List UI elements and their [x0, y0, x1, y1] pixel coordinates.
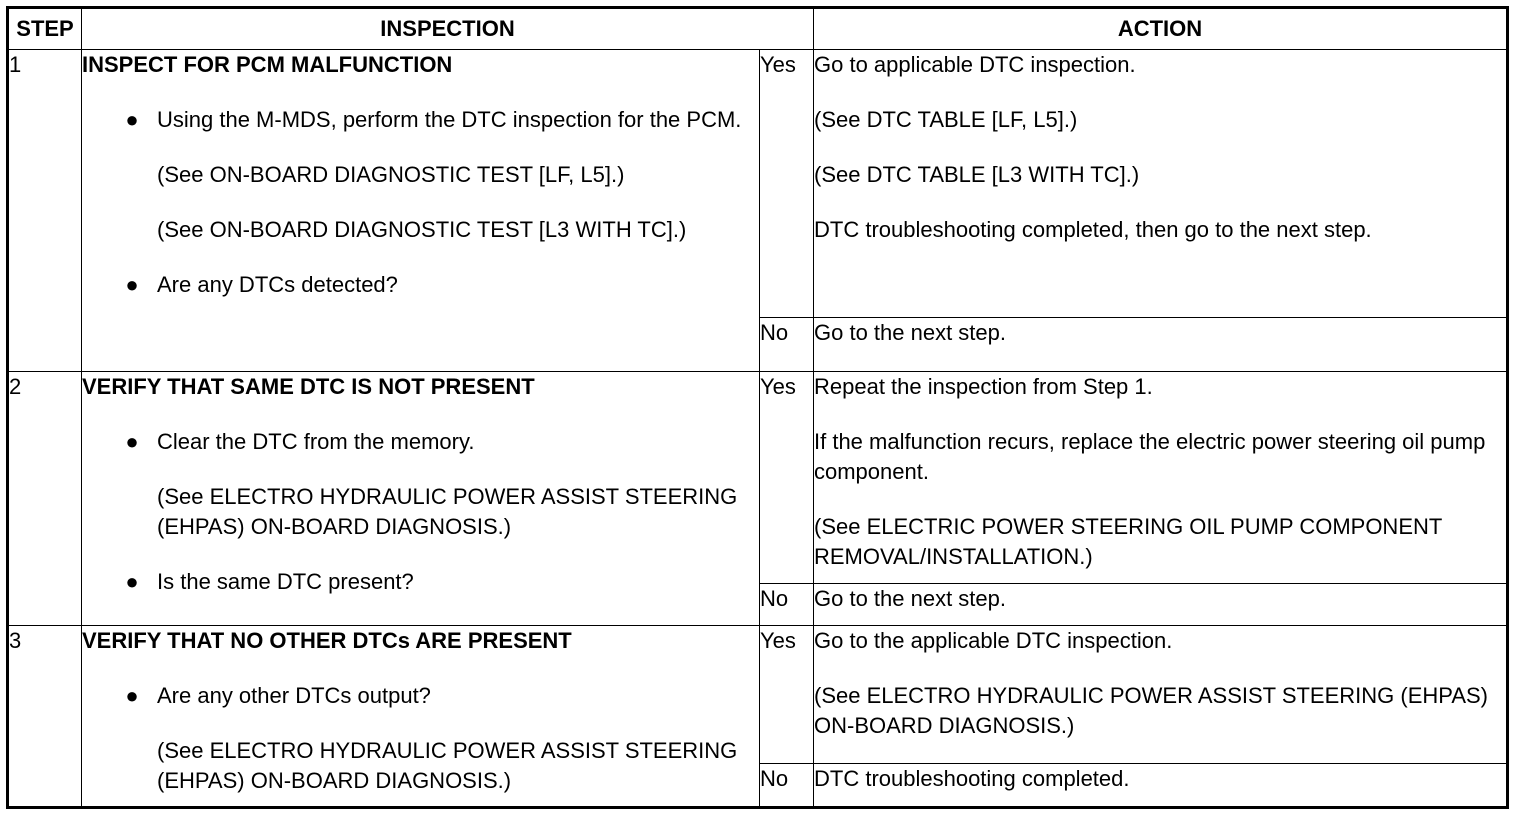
- step-2-number: 2: [8, 372, 82, 626]
- step-3-yes-action-1: Go to the applicable DTC inspection.: [814, 628, 1173, 653]
- step-1-yes-action-2: (See DTC TABLE [LF, L5].): [814, 107, 1078, 132]
- bullet-icon: ●: [125, 683, 139, 708]
- step-1-yes-action: [814, 50, 1508, 318]
- step-2-yes-action: [814, 372, 1508, 584]
- step-1-yes-row: [8, 50, 1508, 318]
- step-1-bullet-2-text: Are any DTCs detected?: [157, 272, 398, 297]
- step-1-inspection: [82, 50, 760, 372]
- step-2-yes-row: [8, 372, 1508, 584]
- diagnostic-table: [6, 6, 1509, 809]
- step-3-yes-action: [814, 626, 1508, 764]
- step-3-no-action-1: DTC troubleshooting completed.: [814, 766, 1130, 791]
- step-2-no-action-1: Go to the next step.: [814, 586, 1007, 611]
- header-row: [8, 8, 1508, 50]
- step-3-no-action: [814, 764, 1508, 808]
- step-1-no-action-1: Go to the next step.: [814, 320, 1007, 345]
- step-2-bullet-1: [82, 427, 759, 457]
- step-2-ref-1: (See ELECTRO HYDRAULIC POWER ASSIST STEERING (EHPAS) ON-BOARD DIAGNOSIS.): [157, 484, 738, 539]
- step-2-bullet-2-text: Is the same DTC present?: [157, 569, 414, 594]
- step-1-no-action: [814, 318, 1508, 372]
- bullet-icon: ●: [125, 107, 139, 132]
- step-1-bullet-1-text: Using the M-MDS, perform the DTC inspection for the PCM.: [157, 107, 742, 132]
- step-2-yes-action-3: (See ELECTRIC POWER STEERING OIL PUMP COMPONENT REMOVAL/INSTALLATION.): [814, 514, 1442, 569]
- step-2-bullet-2: [82, 567, 759, 597]
- bullet-icon: ●: [125, 272, 139, 297]
- step-3-yes-action-2: (See ELECTRO HYDRAULIC POWER ASSIST STEERING (EHPAS) ON-BOARD DIAGNOSIS.): [814, 683, 1488, 738]
- step-3-ref-1: (See ELECTRO HYDRAULIC POWER ASSIST STEERING (EHPAS) ON-BOARD DIAGNOSIS.): [157, 738, 738, 793]
- step-3-inspection: [82, 626, 760, 808]
- step-1-ref-1: (See ON-BOARD DIAGNOSTIC TEST [LF, L5].): [157, 162, 625, 187]
- step-2-yes-action-1: Repeat the inspection from Step 1.: [814, 374, 1153, 399]
- step-1-yes-action-3: (See DTC TABLE [L3 WITH TC].): [814, 162, 1140, 187]
- step-1-yes-label: Yes: [760, 50, 814, 318]
- step-2-yes-label: Yes: [760, 372, 814, 584]
- step-3-no-label: No: [760, 764, 814, 808]
- step-2-no-action: [814, 584, 1508, 626]
- step-1-number: 1: [8, 50, 82, 372]
- step-1-ref-2: (See ON-BOARD DIAGNOSTIC TEST [L3 WITH TC].): [157, 217, 687, 242]
- header-action: ACTION: [814, 8, 1508, 50]
- step-1-bullet-2: [82, 270, 759, 300]
- step-3-number: 3: [8, 626, 82, 808]
- step-1-yes-action-4: DTC troubleshooting completed, then go to the next step.: [814, 217, 1372, 242]
- step-2-inspection: [82, 372, 760, 626]
- step-1-bullet-1: [82, 105, 759, 135]
- step-3-yes-row: [8, 626, 1508, 764]
- step-3-bullet-1-text: Are any other DTCs output?: [157, 683, 431, 708]
- header-step: STEP: [8, 8, 82, 50]
- step-3-yes-label: Yes: [760, 626, 814, 764]
- step-1-yes-action-1: Go to applicable DTC inspection.: [814, 52, 1136, 77]
- bullet-icon: ●: [125, 429, 139, 454]
- step-1-title: INSPECT FOR PCM MALFUNCTION: [82, 52, 453, 77]
- bullet-icon: ●: [125, 569, 139, 594]
- step-2-no-label: No: [760, 584, 814, 626]
- step-2-yes-action-2: If the malfunction recurs, replace the electric power steering oil pump component.: [814, 429, 1486, 484]
- step-2-bullet-1-text: Clear the DTC from the memory.: [157, 429, 475, 454]
- step-3-title: VERIFY THAT NO OTHER DTCs ARE PRESENT: [82, 628, 572, 653]
- step-3-bullet-1: [82, 681, 759, 711]
- step-1-no-label: No: [760, 318, 814, 372]
- header-inspection: INSPECTION: [82, 8, 814, 50]
- step-2-title: VERIFY THAT SAME DTC IS NOT PRESENT: [82, 374, 535, 399]
